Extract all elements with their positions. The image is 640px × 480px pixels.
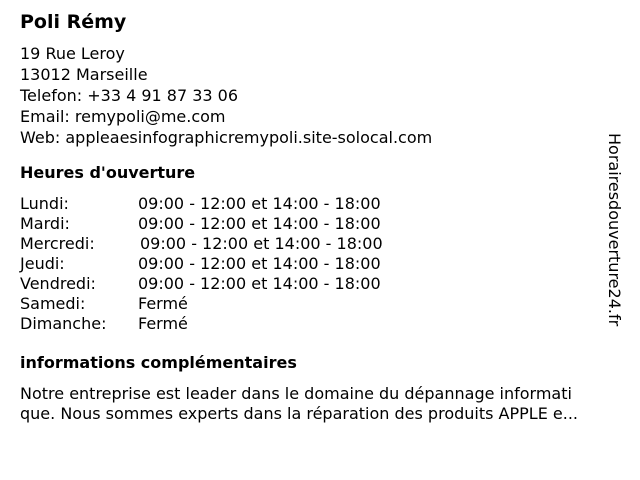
time-value: 09:00 - 12:00 et 14:00 - 18:00 [138, 274, 381, 293]
time-value: 09:00 - 12:00 et 14:00 - 18:00 [138, 254, 381, 273]
info-description [20, 384, 632, 424]
email-line: Email: remypoli@me.com [20, 107, 226, 126]
time-value: 09:00 - 12:00 et 14:00 - 18:00 [138, 214, 381, 233]
phone-line: Telefon: +33 4 91 87 33 06 [20, 86, 239, 105]
info-title: informations complémentaires [20, 353, 297, 372]
time-value: Fermé [138, 294, 188, 313]
time-value: Fermé [138, 314, 188, 333]
info-line: que. Nous sommes experts dans la réparation des produits APPLE e... [20, 404, 578, 423]
hours-title: Heures d'ouverture [20, 163, 196, 182]
info-line: Notre entreprise est leader dans le domaine du dépannage informati [20, 384, 572, 403]
address-street: 19 Rue Leroy [20, 44, 125, 63]
watermark-text: Horairesdouverture24.fr [605, 133, 624, 327]
day-label: Samedi: [20, 294, 86, 313]
business-name: Poli Rémy [20, 11, 127, 33]
day-label: Dimanche: [20, 314, 107, 333]
day-label: Vendredi: [20, 274, 96, 293]
time-value: 09:00 - 12:00 et 14:00 - 18:00 [138, 194, 381, 213]
web-line: Web: appleaesinfographicremypoli.site-solocal.com [20, 128, 433, 147]
day-label: Mardi: [20, 214, 70, 233]
time-value: 09:00 - 12:00 et 14:00 - 18:00 [140, 234, 383, 253]
day-label: Mercredi: [20, 234, 95, 253]
contact-block [20, 43, 432, 148]
address-city: 13012 Marseille [20, 65, 148, 84]
day-label: Jeudi: [20, 254, 65, 273]
day-label: Lundi: [20, 194, 69, 213]
